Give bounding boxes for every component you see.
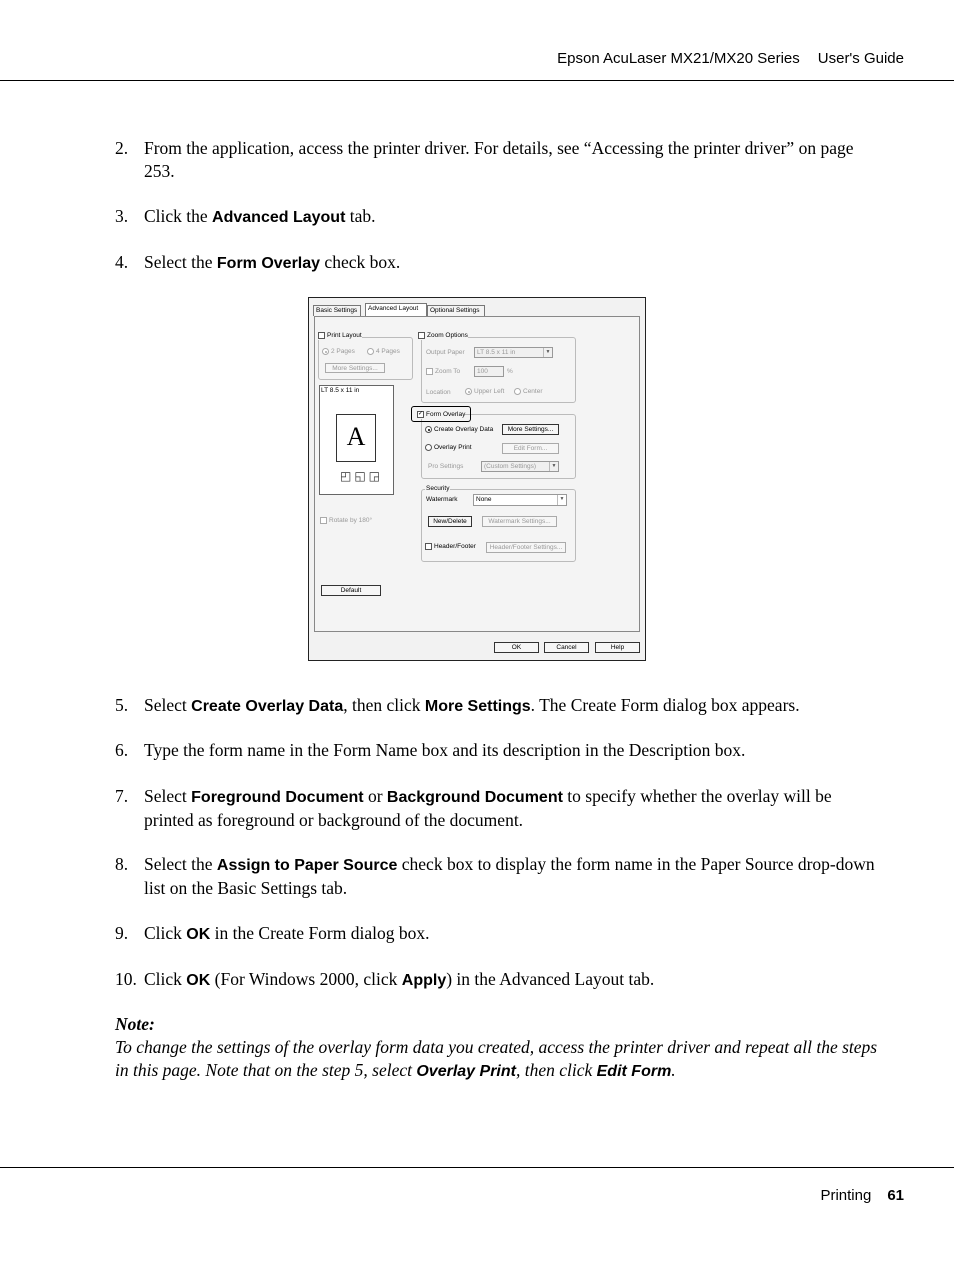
tab-optional-settings[interactable]: Optional Settings (427, 305, 485, 316)
step-text: ) in the Advanced Layout tab. (446, 969, 655, 989)
step-2 (115, 137, 885, 183)
zoom-unit: % (507, 368, 513, 375)
step-number: 5. (115, 695, 129, 715)
ui-term: More Settings (424, 698, 531, 715)
zoom-options-checkbox[interactable] (418, 332, 468, 340)
step-text: to specify whether the overlay will be printed as foreground or background of the document. (144, 786, 832, 830)
page-footer (820, 1187, 904, 1204)
step-number: 2. (115, 138, 129, 158)
ui-term: Edit Form (596, 1063, 672, 1080)
radio-icon (425, 444, 432, 451)
four-pages-label: 4 Pages (376, 348, 400, 356)
chevron-down-icon: ▼ (549, 462, 558, 471)
create-overlay-data-radio[interactable] (425, 426, 493, 434)
center-radio[interactable] (514, 388, 543, 396)
zoom-options-label: Zoom Options (427, 332, 468, 340)
step-text: or (363, 786, 387, 806)
zoom-to-checkbox[interactable] (426, 368, 460, 376)
ui-term: OK (186, 926, 211, 943)
step-10 (115, 968, 885, 992)
radio-icon (514, 388, 521, 395)
step-text: Type the form name in the Form Name box and its description in the Description box. (144, 740, 746, 760)
step-number: 4. (115, 252, 129, 272)
ui-term: Assign to Paper Source (216, 857, 398, 874)
edit-form-button[interactable]: Edit Form... (502, 443, 559, 454)
note-body (115, 1036, 890, 1083)
default-button[interactable]: Default (321, 585, 381, 596)
upper-left-radio[interactable] (465, 388, 504, 396)
layout-preview (319, 385, 394, 495)
rotate-label: Rotate by 180° (329, 517, 373, 525)
step-number: 9. (115, 923, 129, 943)
step-text: . The Create Form dialog box appears. (530, 695, 800, 715)
step-number: 10. (115, 969, 137, 989)
page-order-icons: ◰◱◲ (340, 469, 384, 483)
zoom-value-input[interactable] (474, 366, 504, 377)
output-paper-select[interactable] (474, 347, 553, 358)
ui-term: Form Overlay (216, 255, 321, 272)
page-preview (336, 414, 376, 462)
upper-left-label: Upper Left (474, 388, 505, 396)
overlay-print-label: Overlay Print (434, 444, 472, 452)
create-overlay-data-label: Create Overlay Data (434, 426, 494, 434)
watermark-settings-button[interactable]: Watermark Settings... (482, 516, 557, 527)
step-8 (115, 853, 885, 900)
checkbox-icon (418, 332, 425, 339)
advanced-layout-panel (314, 316, 640, 632)
step-number: 3. (115, 206, 129, 226)
rotate-checkbox[interactable] (320, 517, 372, 525)
note-title: Note: (115, 1014, 155, 1034)
print-layout-group (318, 337, 413, 380)
step-text: Click (144, 923, 187, 943)
header-title: Epson AcuLaser MX21/MX20 Series (557, 50, 800, 67)
step-text: Select the (144, 854, 217, 874)
header-footer-checkbox[interactable] (425, 543, 476, 551)
print-layout-label: Print Layout (327, 332, 362, 340)
chevron-down-icon: ▼ (557, 495, 566, 505)
checkbox-icon (318, 332, 325, 339)
step-number: 6. (115, 740, 129, 760)
ui-term: Create Overlay Data (191, 698, 344, 715)
ok-button[interactable]: OK (494, 642, 539, 653)
step-text: From the application, access the printer driver. For details, see “Accessing the printer driver” on page 253. (144, 138, 854, 181)
new-delete-button[interactable]: New/Delete (428, 516, 472, 527)
step-text: Click (144, 969, 187, 989)
radio-icon (367, 348, 374, 355)
four-pages-radio[interactable] (367, 348, 400, 356)
cancel-button[interactable]: Cancel (544, 642, 589, 653)
step-4 (115, 251, 885, 275)
center-label: Center (523, 388, 543, 396)
two-pages-label: 2 Pages (331, 348, 355, 356)
header-footer-settings-button[interactable]: Header/Footer Settings... (486, 542, 566, 553)
note-text: , then click (515, 1060, 597, 1080)
zoom-to-label: Zoom To (435, 368, 461, 376)
radio-icon (465, 388, 472, 395)
print-layout-checkbox[interactable] (318, 332, 362, 340)
ui-term: Advanced Layout (212, 209, 346, 226)
step-text: Select the (144, 252, 217, 272)
tab-basic-settings[interactable]: Basic Settings (313, 305, 361, 316)
pro-settings-select[interactable] (481, 461, 559, 472)
step-number: 7. (115, 786, 129, 806)
step-7 (115, 785, 885, 832)
step-text: Click the (144, 206, 213, 226)
more-settings-left-button[interactable]: More Settings... (325, 363, 385, 373)
pro-settings-value: (Custom Settings) (484, 463, 537, 470)
ui-term: Overlay Print (416, 1063, 516, 1080)
pro-settings-label: Pro Settings (428, 463, 464, 470)
security-label: Security (426, 485, 450, 492)
radio-icon (322, 348, 329, 355)
step-text: in the Create Form dialog box. (210, 923, 430, 943)
step-text: , then click (343, 695, 425, 715)
header-footer-label: Header/Footer (434, 543, 476, 551)
checkmark-icon: ✓ (418, 411, 424, 417)
chevron-down-icon: ▼ (543, 348, 552, 357)
ui-term: Apply (401, 972, 447, 989)
tab-advanced-layout[interactable]: Advanced Layout (365, 303, 427, 316)
running-header (557, 50, 904, 67)
footer-rule (0, 1167, 954, 1168)
watermark-select[interactable] (473, 494, 567, 506)
ui-term: Background Document (386, 789, 563, 806)
watermark-label: Watermark (426, 496, 458, 503)
output-paper-value: LT 8.5 x 11 in (477, 349, 516, 356)
preview-letter: A (346, 422, 366, 451)
output-paper-label: Output Paper (426, 349, 465, 356)
step-text: check box. (320, 252, 401, 272)
checkbox-icon (426, 368, 433, 375)
step-text: tab. (345, 206, 376, 226)
ui-term: Foreground Document (191, 789, 364, 806)
step-text: Select (144, 695, 192, 715)
two-pages-radio[interactable] (322, 348, 355, 356)
page-number: 61 (887, 1187, 904, 1204)
step-text: Select (144, 786, 192, 806)
paper-size-preview-label: LT 8.5 x 11 in (321, 387, 360, 394)
checkbox-icon (425, 543, 432, 550)
header-guide: User's Guide (817, 50, 904, 67)
form-overlay-label: Form Overlay (426, 411, 466, 419)
printer-driver-dialog (308, 297, 646, 661)
footer-section: Printing (820, 1187, 872, 1204)
step-3 (115, 205, 885, 229)
ui-term: OK (186, 972, 211, 989)
step-9 (115, 922, 885, 946)
watermark-value: None (476, 496, 492, 503)
radio-icon (425, 426, 432, 433)
form-overlay-checkbox[interactable] (417, 411, 465, 419)
checkbox-icon (320, 517, 327, 524)
note-text: To change the settings of the overlay form data you created, access the printer driver and repeat all the steps in this page. Note that on the step 5, select (115, 1037, 878, 1080)
location-label: Location (426, 389, 451, 396)
overlay-print-radio[interactable] (425, 444, 472, 452)
help-button[interactable]: Help (595, 642, 640, 653)
step-5 (115, 694, 885, 718)
header-rule (0, 80, 954, 81)
zoom-value: 100 (477, 368, 488, 375)
more-settings-button[interactable]: More Settings... (502, 424, 559, 435)
step-6 (115, 739, 885, 762)
note-text: . (671, 1060, 676, 1080)
step-text: check box to display the form name in the Paper Source drop-down list on the Basic Settings tab. (144, 854, 875, 898)
step-number: 8. (115, 854, 129, 874)
step-text: (For Windows 2000, click (210, 969, 402, 989)
note-block (115, 1013, 890, 1083)
